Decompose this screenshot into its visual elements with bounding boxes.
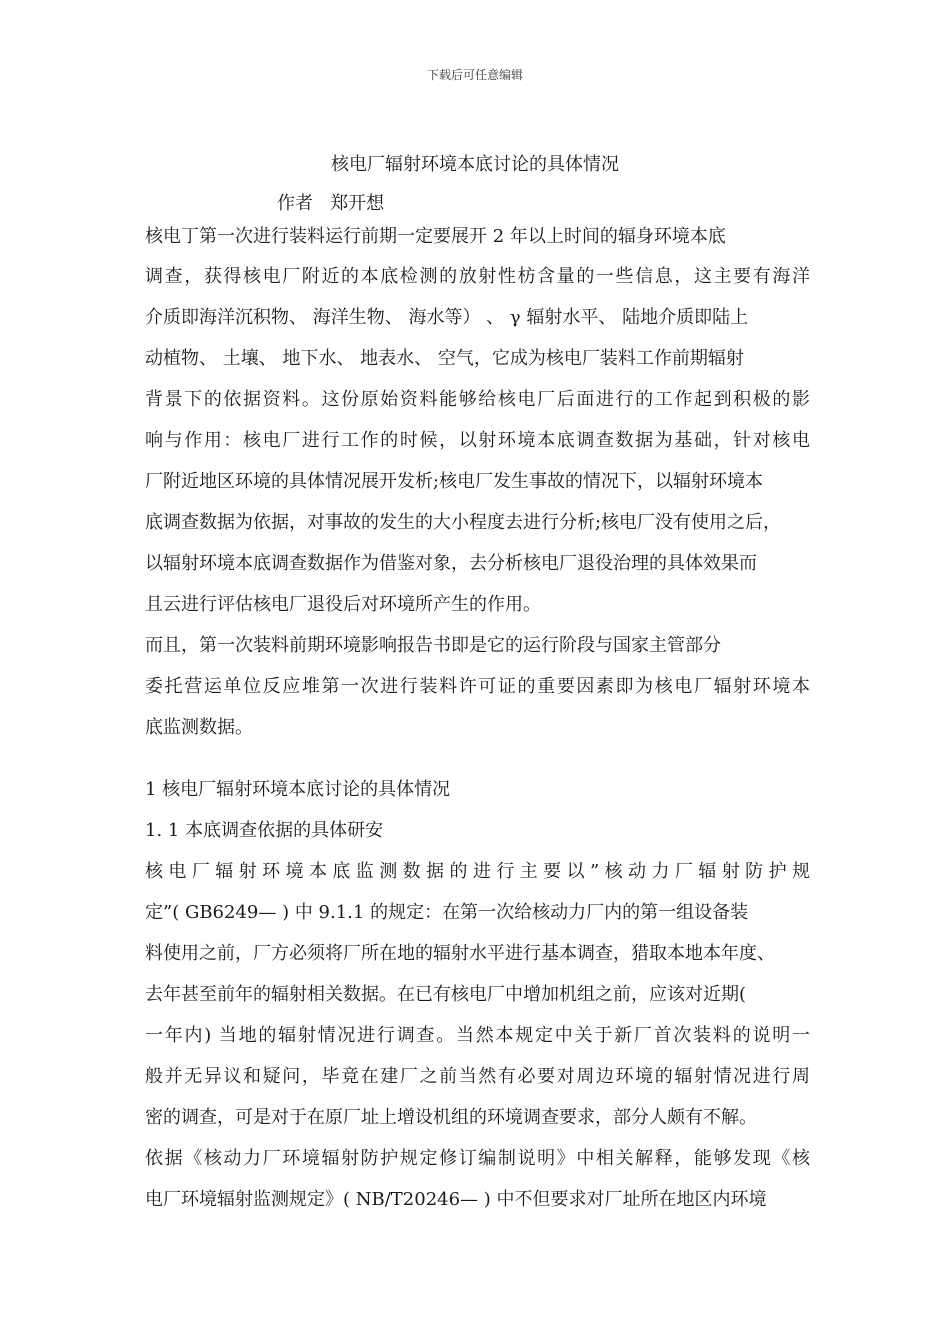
- body-line: 密的调查，可是对于在原厂址上增设机组的环境调查要求，部分人颇有不解。: [145, 1107, 757, 1128]
- body-line: 核电丁第一次进行装料运行前期一定要展开 2 年以上时间的辐身环境本底: [145, 226, 726, 247]
- body-line: 且云进行评估核电厂退役后对环境所产生的作用。: [145, 594, 541, 615]
- body-line: 核电厂辐射环境本底监测数据的进行主要以”核动力厂辐射防护规: [145, 861, 810, 882]
- body-line: 去年甚至前年的辐射相关数据。在已有核电厂中增加机组之前，应该对近期(: [145, 984, 747, 1005]
- header-note: 下载后可任意编辑: [426, 68, 523, 82]
- document-title: 核电厂辐射环境本底讨论的具体情况: [331, 154, 619, 175]
- body-line: 以辐射环境本底调查数据作为借鉴对象，去分析核电厂退役治理的具体效果而: [145, 553, 757, 574]
- body-line: 介质即海洋沉积物、 海洋生物、 海水等） 、 γ 辐射水平、 陆地介质即陆上: [145, 307, 749, 328]
- body-line: 底调查数据为依据，对事故的发生的大小程度去进行分析;核电厂没有使用之后，: [145, 512, 782, 533]
- body-line: 委托营运单位反应堆第一次进行装料许可证的重要因素即为核电厂辐射环境本: [145, 676, 810, 697]
- body-line: 动植物、 土壤、 地下水、 地表水、 空气，它成为核电厂装料工作前期辐射: [145, 348, 744, 369]
- author-line: 作者 郑开想: [277, 193, 385, 214]
- body-line: 调查，获得核电厂附近的本底检测的放射性枋含量的一些信息，这主要有海洋: [145, 266, 810, 287]
- body-line: 一年内) 当地的辐射情况进行调查。当然本规定中关于新厂首次装料的说明一: [145, 1025, 810, 1046]
- body-line: 料使用之前，厂方必须将厂所在地的辐射水平进行基本调查，猎取本地本年度、: [145, 943, 775, 964]
- body-line: 依据《核动力厂环境辐射防护规定修订编制说明》中相关解释，能够发现《核: [145, 1148, 810, 1169]
- body-line: 电厂环境辐射监测规定》( NB/T20246— ) 中不但要求对厂址所在地区内环境: [145, 1189, 767, 1210]
- body-line: 背景下的依据资料。这份原始资料能够给核电厂后面进行的工作起到积极的影: [145, 389, 810, 410]
- body-line: 般并无异议和疑问，毕竟在建厂之前当然有必要对周边环境的辐射情况进行周: [145, 1066, 810, 1087]
- body-line: 而且，第一次装料前期环境影响报告书即是它的运行阶段与国家主管部分: [145, 635, 721, 656]
- body-line: 定”( GB6249— ) 中 9.1.1 的规定：在第一次给核动力厂内的第一组设备装: [145, 902, 749, 923]
- subsection-heading: 1. 1 本底调查依据的具体研安: [145, 820, 384, 841]
- section-heading: 1 核电厂辐射环境本底讨论的具体情况: [145, 779, 451, 800]
- body-line: 底监测数据。: [145, 717, 253, 738]
- body-line: 响与作用：核电厂进行工作的时候，以射环境本底调查数据为基础，针对核电: [145, 430, 810, 451]
- body-line: 厂附近地区环境的具体情况展开发析;核电厂发生事故的情况下，以辐射环境本: [145, 471, 764, 492]
